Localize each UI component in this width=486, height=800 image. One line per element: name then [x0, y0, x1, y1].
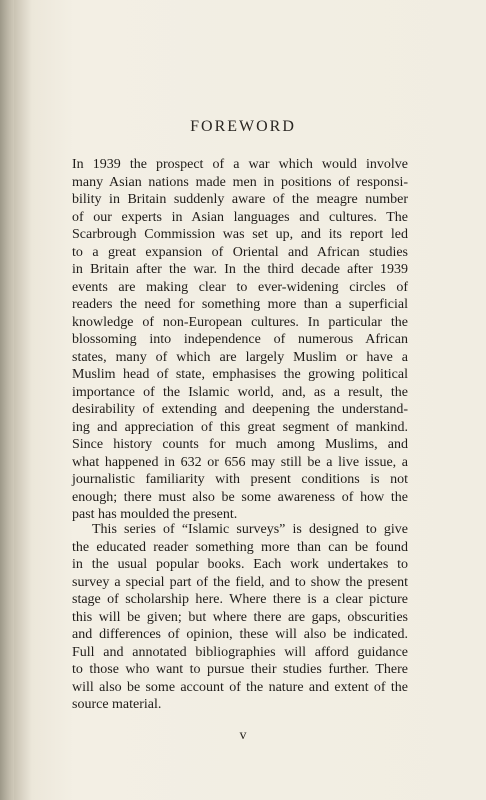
text-line: Scarbrough Commission was set up, and its report led — [72, 227, 408, 242]
text-line: many Asian nations made men in positions of responsi- — [72, 174, 408, 190]
text-line: bility in Britain suddenly aware of the meagre number — [72, 192, 408, 207]
text-line: source material. — [72, 697, 162, 712]
text-line: and differences of opinion, these will also be indicated. — [72, 627, 408, 642]
page-number: v — [239, 728, 247, 743]
text-line: blossoming into independence of numerous African — [72, 332, 408, 347]
text-line: journalistic familiarity with present conditions is not — [72, 472, 408, 487]
text-line: events are making clear to ever-widening circles of — [72, 279, 408, 295]
text-line: past has moulded the present. — [72, 507, 238, 522]
text-line: what happened in 632 or 656 may still be a live issue, a — [72, 454, 408, 470]
text-line: ing and appreciation of this great segment of mankind. — [72, 419, 408, 435]
text-line: In 1939 the prospect of a war which would involve — [72, 157, 408, 172]
text-line: will also be some account of the nature and extent of the — [72, 679, 408, 695]
text-line: to a great expansion of Oriental and African studies — [72, 244, 408, 260]
text-line: survey a special part of the field, and to show the present — [72, 574, 408, 590]
text-line: importance of the Islamic world, and, as a result, the — [72, 384, 408, 400]
text-line: enough; there must also be some awareness of how the — [72, 489, 408, 505]
text-line: desirability of extending and deepening the understand- — [72, 402, 408, 417]
text-line: readers the need for something more than a superficial — [72, 297, 408, 312]
text-line: stage of scholarship here. Where there is a clear picture — [72, 592, 408, 607]
text-line: Muslim head of state, emphasises the growing political — [72, 367, 408, 382]
text-line: to those who want to pursue their studies further. There — [72, 662, 408, 677]
page-heading: FOREWORD — [190, 118, 296, 135]
text-line: in the usual popular books. Each work undertakes to — [72, 557, 408, 572]
text-line: This series of “Islamic surveys” is designed to give — [92, 522, 408, 537]
paragraph-1 — [72, 156, 408, 524]
text-line: Full and annotated bibliographies will afford guidance — [72, 644, 408, 660]
paragraph-2 — [72, 521, 408, 714]
text-line: of our experts in Asian languages and cultures. The — [72, 209, 408, 225]
text-line: in Britain after the war. In the third decade after 1939 — [72, 262, 408, 277]
text-line: knowledge of non-European cultures. In particular the — [72, 314, 408, 330]
text-line: this will be given; but where there are gaps, obscurities — [72, 609, 408, 625]
text-line: states, many of which are largely Muslim or have a — [72, 349, 408, 365]
text-line: Since history counts for much among Muslims, and — [72, 437, 408, 452]
text-line: the educated reader something more than can be found — [72, 539, 408, 555]
